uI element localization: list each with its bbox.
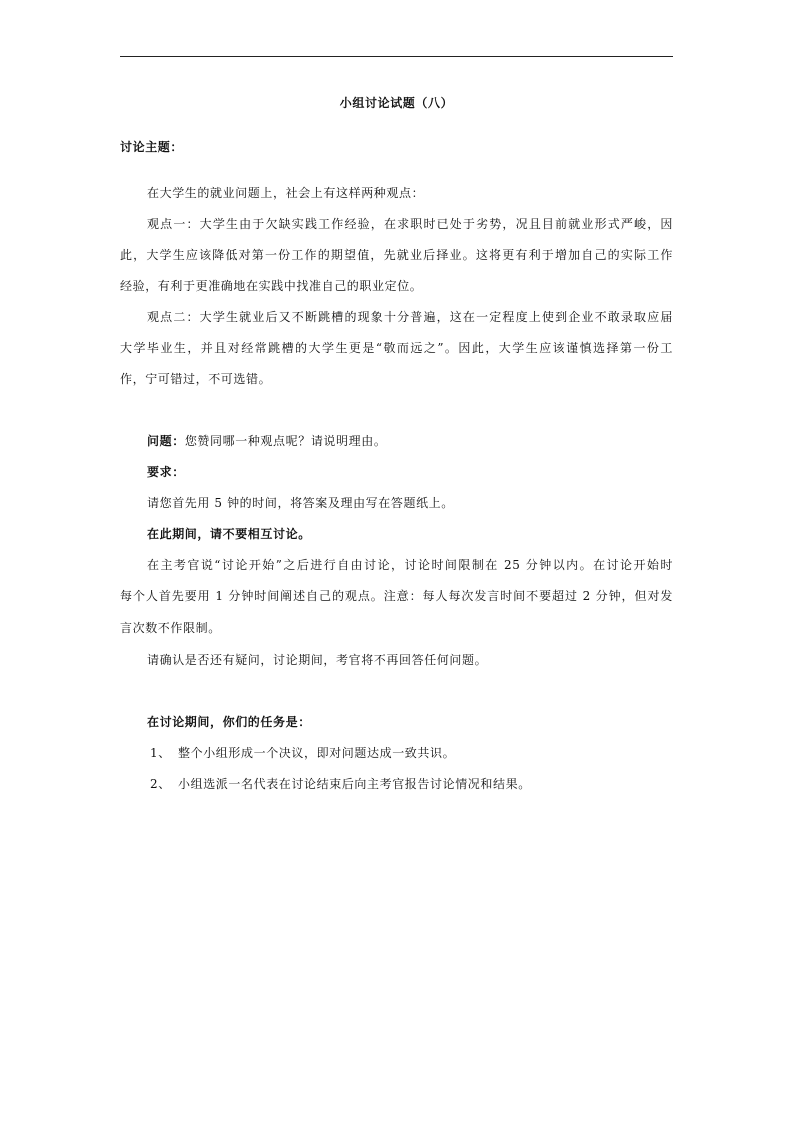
task-item bbox=[150, 745, 455, 761]
view1-line: 观点一：大学生由于欠缺实践工作经验，在求职时已处于劣势，况且目前就业形式严峻，因 bbox=[147, 217, 673, 231]
requirement-3-line: 言次数不作限制。 bbox=[120, 621, 221, 635]
requirement-4: 请确认是否还有疑问，讨论期间，考官将不再回答任何问题。 bbox=[147, 653, 488, 667]
header-rule bbox=[120, 56, 673, 57]
requirements-label: 要求： bbox=[147, 465, 185, 479]
task-text: 小组选派一名代表在讨论结束后向主考官报告讨论情况和结果。 bbox=[178, 777, 531, 791]
requirement-3-line: 每个人首先要用 1 分钟时间阐述自己的观点。注意：每人每次发言时间不要超过 2 分钟，但对发 bbox=[120, 589, 673, 603]
intro-text: 在大学生的就业问题上，社会上有这样两种观点： bbox=[147, 186, 425, 200]
requirement-3-line: 在主考官说“讨论开始”之后进行自由讨论，讨论时间限制在 25 分钟以内。在讨论开始时 bbox=[147, 558, 673, 572]
task-item bbox=[150, 776, 531, 792]
question bbox=[147, 433, 386, 449]
view1-line: 经验，有利于更准确地在实践中找准自己的职业定位。 bbox=[120, 279, 423, 293]
view2-line: 大学毕业生，并且对经常跳槽的大学生更是“敬而远之”。因此，大学生应该谨慎选择第一份工 bbox=[120, 341, 673, 355]
topic-heading: 讨论主题： bbox=[120, 140, 184, 154]
view1-line: 此，大学生应该降低对第一份工作的期望值，先就业后择业。这将更有利于增加自己的实际工作 bbox=[120, 248, 673, 262]
task-number: 1、 bbox=[150, 746, 171, 760]
view2-line: 观点二：大学生就业后又不断跳槽的现象十分普遍，这在一定程度上使到企业不敢录取应届 bbox=[147, 310, 673, 324]
task-text: 整个小组形成一个决议，即对问题达成一致共识。 bbox=[178, 746, 456, 760]
question-text: 您赞同哪一种观点呢？请说明理由。 bbox=[184, 434, 387, 448]
task-number: 2、 bbox=[150, 777, 171, 791]
tasks-heading: 在讨论期间，你们的任务是： bbox=[147, 715, 311, 729]
document-title: 小组讨论试题（八） bbox=[339, 96, 454, 110]
requirement-1: 请您首先用 5 钟的时间，将答案及理由写在答题纸上。 bbox=[147, 496, 454, 510]
requirement-2: 在此期间，请不要相互讨论。 bbox=[147, 527, 311, 541]
question-label: 问题： bbox=[147, 434, 185, 448]
view2-line: 作，宁可错过，不可选错。 bbox=[120, 372, 272, 386]
